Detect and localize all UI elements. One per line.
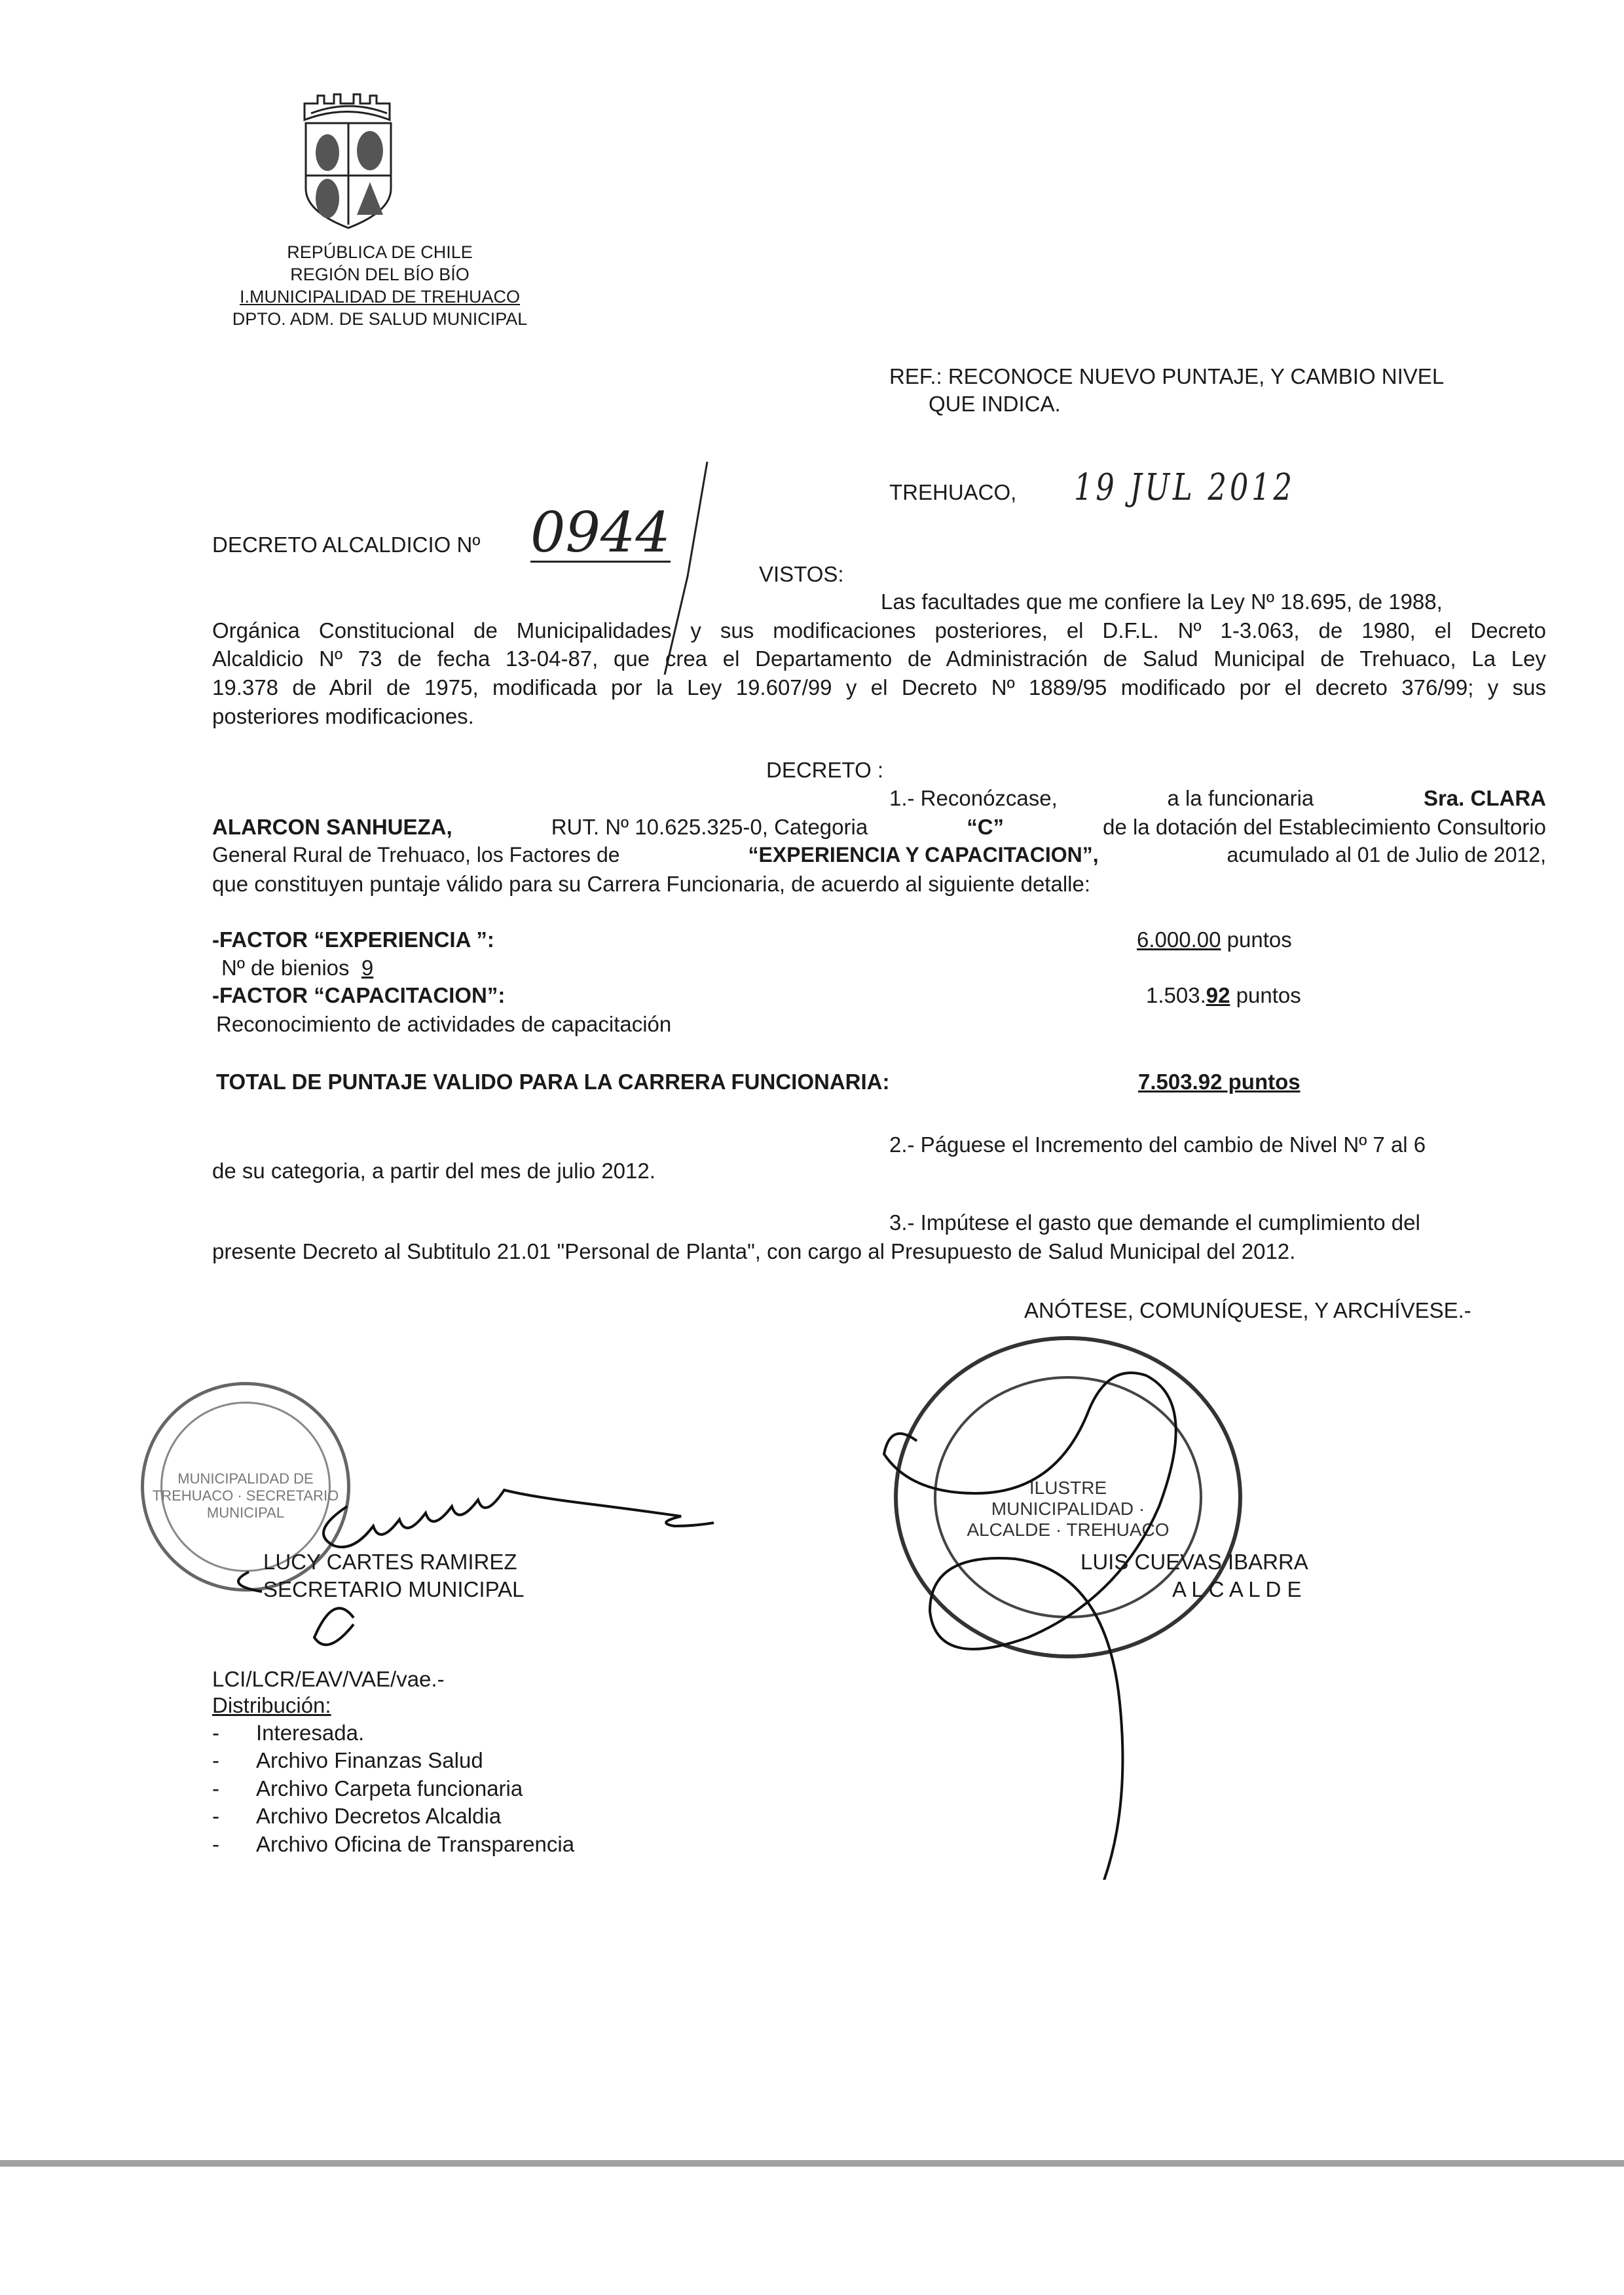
decreto-heading: DECRETO : — [766, 758, 884, 782]
total-value: 7.503.92 puntos — [1138, 1070, 1301, 1094]
value: 9 — [361, 956, 374, 980]
factor-capacitacion-label: -FACTOR “CAPACITACION”: — [212, 983, 506, 1007]
unit: puntos — [1236, 983, 1301, 1007]
distribution-item: - Interesada. — [212, 1721, 365, 1745]
letterhead-municipality: I.MUNICIPALIDAD DE TREHUACO — [239, 287, 521, 307]
distribution-item: - Archivo Finanzas Salud — [212, 1748, 483, 1772]
item2-line-1: 2.- Páguese el Incremento del cambio de Nivel Nº 7 al 6 — [889, 1132, 1426, 1157]
text: Sra. CLARA — [1423, 786, 1546, 810]
municipal-coat-of-arms-logo — [298, 77, 399, 238]
place: TREHUACO, — [889, 480, 1017, 504]
secretary-title: SECRETARIO MUNICIPAL — [263, 1577, 525, 1601]
item2-line-2: de su categoria, a partir del mes de julio 2012. — [212, 1159, 655, 1183]
text: acumulado al 01 de Julio de 2012, — [1227, 843, 1546, 867]
vistos-line-3: Alcaldicio Nº 73 de fecha 13-04-87, que crea el Departamento de Administración de Salud Municipal de Trehuaco, La Ley — [212, 646, 1546, 671]
distribution-item: - Archivo Carpeta funcionaria — [212, 1776, 523, 1801]
item3-line-2: presente Decreto al Subtitulo 21.01 "Personal de Planta", con cargo al Presupuesto de Salud Municipal del 2012. — [212, 1239, 1296, 1263]
text: Archivo Decretos Alcaldia — [256, 1804, 502, 1828]
item1-line-3 — [212, 843, 1546, 867]
decree-number: 0944 — [530, 500, 671, 565]
vistos-line-2: Orgánica Constitucional de Municipalidades y sus modificaciones posteriores, el D.F.L. Nº 1-3.063, de 1980, el Decreto — [212, 618, 1546, 643]
text: Interesada. — [256, 1721, 365, 1745]
distribution-label: Distribución: — [212, 1693, 331, 1717]
value: 92 — [1206, 983, 1230, 1007]
mayor-title: A L C A L D E — [1172, 1577, 1302, 1601]
letterhead-region: REGIÓN DEL BÍO BÍO — [290, 265, 470, 284]
text: Archivo Oficina de Transparencia — [256, 1832, 575, 1856]
item1-line-1 — [889, 786, 1546, 811]
secretary-name: LUCY CARTES RAMIREZ — [263, 1550, 517, 1574]
employee-name: ALARCON SANHUEZA, — [212, 815, 452, 839]
text: Archivo Carpeta funcionaria — [256, 1776, 523, 1801]
text: RUT. Nº 10.625.325-0, Categoria — [551, 815, 868, 839]
mayor-signature — [832, 1343, 1356, 1880]
decree-label: DECRETO ALCALDICIO Nº — [212, 532, 481, 557]
initials: LCI/LCR/EAV/VAE/vae.- — [212, 1667, 445, 1691]
letterhead-country: REPÚBLICA DE CHILE — [287, 242, 473, 262]
stamp-text: ILUSTRE MUNICIPALIDAD · ALCALDE · TREHUACO — [967, 1478, 1170, 1540]
item1-line-4: que constituyen puntaje válido para su Carrera Funcionaria, de acuerdo al siguiente detalle: — [212, 872, 1091, 896]
date-stamp: 19 JUL 2012 — [1074, 466, 1295, 509]
total-label: TOTAL DE PUNTAJE VALIDO PARA LA CARRERA FUNCIONARIA: — [216, 1070, 890, 1094]
value: 1.503. — [1146, 983, 1206, 1007]
scan-edge-divider — [0, 2160, 1624, 2167]
capacitacion-description: Reconocimiento de actividades de capacitación — [216, 1012, 672, 1036]
text: a la funcionaria — [1167, 786, 1314, 810]
distribution-item: - Archivo Decretos Alcaldia — [212, 1804, 502, 1828]
closing-formula: ANÓTESE, COMUNÍQUESE, Y ARCHÍVESE.- — [1024, 1298, 1471, 1322]
text: 1.- Reconózcase, — [889, 786, 1058, 810]
mayor-name: LUIS CUEVAS IBARRA — [1080, 1550, 1308, 1574]
vistos-line-1: Las facultades que me confiere la Ley Nº 18.695, de 1988, — [881, 589, 1443, 614]
vistos-line-4: 19.378 de Abril de 1975, modificada por la Ley 19.607/99 y el Decreto Nº 1889/95 modificado por el decreto 376/99; y sus — [212, 675, 1546, 700]
factor-capacitacion-value — [1146, 983, 1301, 1008]
bienios — [221, 956, 373, 980]
distribution-item: - Archivo Oficina de Transparencia — [212, 1832, 575, 1856]
text: Archivo Finanzas Salud — [256, 1748, 483, 1772]
text: General Rural de Trehuaco, los Factores de — [212, 843, 620, 867]
reference-line-2: QUE INDICA. — [929, 392, 1061, 416]
factor-experiencia-value — [1137, 927, 1292, 952]
text: de la dotación del Establecimiento Consultorio — [1103, 815, 1546, 839]
label: Nº de bienios — [221, 956, 350, 980]
factor-experiencia-label: -FACTOR “EXPERIENCIA ”: — [212, 927, 494, 952]
stamp-text: MUNICIPALIDAD DE TREHUACO · SECRETARIO MUNICIPAL — [152, 1470, 339, 1521]
reference-line-1: REF.: RECONOCE NUEVO PUNTAJE, Y CAMBIO NIVEL — [889, 364, 1445, 388]
unit: puntos — [1227, 927, 1292, 952]
letterhead-department: DPTO. ADM. DE SALUD MUNICIPAL — [232, 309, 528, 329]
value: 6.000.00 — [1137, 927, 1221, 952]
factors: “EXPERIENCIA Y CAPACITACION”, — [748, 843, 1099, 867]
category: “C” — [967, 815, 1005, 839]
item1-line-2 — [212, 815, 1546, 840]
item3-line-1: 3.- Impútese el gasto que demande el cumplimiento del — [889, 1210, 1420, 1235]
vistos-heading: VISTOS: — [759, 562, 844, 586]
vistos-line-5: posteriores modificaciones. — [212, 704, 474, 728]
